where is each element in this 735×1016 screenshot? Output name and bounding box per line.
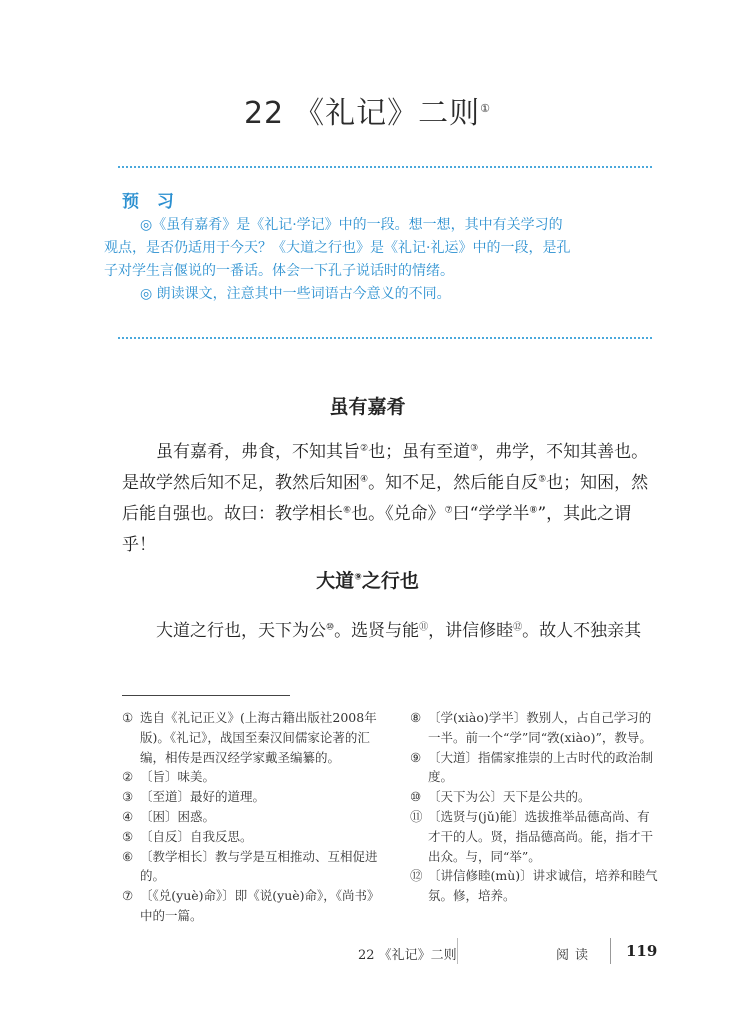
- footnote-mark: ⑩: [410, 789, 422, 805]
- footnote-text: 〔学(xiào)学半〕教别人，占自己学习的一半。前一个“学”同“敩(xiào)”，教导。: [428, 710, 652, 745]
- note-ref: ④: [360, 474, 369, 485]
- footnote: [122, 847, 388, 887]
- footnote-mark: ⑧: [410, 710, 422, 725]
- footnote-mark: ⑦: [122, 888, 134, 904]
- footer-section-label: 阅读: [556, 948, 595, 963]
- section1-text: ”，其此之谓乎！: [122, 504, 632, 555]
- footnote-text: 选自《礼记正义》(上海古籍出版社2008年版)。《礼记》，战国至秦汉间儒家论著的汇编，相传是西汉经学家戴圣编纂的。: [140, 710, 377, 765]
- footer-lesson-title: 22 《礼记》二则: [358, 948, 457, 963]
- note-ref: ③: [470, 443, 479, 454]
- footnote: [410, 807, 660, 866]
- footnote-rule: [122, 695, 290, 696]
- footnote-mark: ⑫: [410, 868, 423, 884]
- note-ref: ⑫: [513, 622, 523, 633]
- footer-divider: [457, 938, 458, 964]
- footnote: [410, 708, 660, 748]
- section2-title: [0, 566, 735, 593]
- footnote: [122, 708, 388, 767]
- footnote-mark: ⑪: [410, 808, 423, 824]
- preview-bottom-divider: [118, 337, 652, 339]
- footnote: [122, 886, 388, 926]
- note-ref: ⑪: [419, 622, 429, 633]
- lesson-title: [0, 88, 735, 132]
- footnote-mark: ②: [122, 769, 134, 785]
- preview-para1-line3: 子对学生言偃说的一番话。体会一下孔子说话时的情绪。: [104, 263, 454, 279]
- preview-top-divider: [118, 166, 652, 168]
- section1-text: 虽有嘉肴，弗食，不知其旨: [156, 442, 360, 462]
- section1-text: 也。《兑命》: [351, 504, 445, 524]
- footnote: [410, 748, 660, 788]
- lesson-title-note: ①: [480, 102, 492, 115]
- footnote-text: 〔《兑(yuè)命》〕即《说(yuè)命》，《尚书》中的一篇。: [140, 888, 380, 923]
- footnote-text: 〔选贤与(jǔ)能〕选拔推举品德高尚、有才干的人。贤，指品德高尚。能，指才干出众。与，同“举”。: [428, 808, 654, 864]
- note-ref: ⑤: [538, 474, 547, 485]
- footnote-mark: ①: [122, 710, 134, 725]
- footnote: [410, 866, 660, 906]
- section2-body: [122, 616, 656, 647]
- footnote-text: 〔困〕困惑。: [140, 808, 216, 824]
- footnote-mark: ⑤: [122, 828, 134, 844]
- footnote-text: 〔讲信修睦(mù)〕讲求诚信，培养和睦气氛。修，培养。: [428, 868, 658, 904]
- section2-text: 。选贤与能: [334, 621, 420, 641]
- note-ref: ⑨: [354, 572, 362, 583]
- preview-para2: ◎ 朗读课文，注意其中一些词语古今意义的不同。: [140, 286, 451, 302]
- footnote-mark: ⑨: [410, 749, 422, 765]
- footnote-mark: ④: [122, 808, 134, 824]
- section2-title-part: 大道: [316, 570, 355, 592]
- note-ref: ⑥: [343, 505, 352, 516]
- footnotes-right: [410, 708, 660, 906]
- section2-text: 大道之行也，天下为公: [156, 621, 326, 641]
- preview-para1-line1: ◎《虽有嘉肴》是《礼记·学记》中的一段。想一想，其中有关学习的: [140, 217, 563, 233]
- section1-text: 也；虽有至道: [368, 442, 471, 462]
- footer-divider: [610, 938, 611, 964]
- note-ref: ⑦: [444, 505, 453, 516]
- footnote: [122, 767, 388, 787]
- lesson-number: 22: [243, 96, 285, 131]
- footnote-text: 〔自反〕自我反思。: [140, 828, 253, 844]
- section2-text: ，讲信修睦: [428, 621, 514, 641]
- footnotes-left: [122, 708, 388, 926]
- preview-heading: 预 习: [122, 192, 180, 212]
- footnote-mark: ③: [122, 789, 134, 805]
- footnote: [122, 807, 388, 827]
- footnote-text: 〔天下为公〕天下是公共的。: [428, 789, 591, 805]
- section1-title: 虽有嘉肴: [329, 396, 406, 418]
- preview-para1-line2: 观点，是否仍适用于今天？《大道之行也》是《礼记·礼运》中的一段，是孔: [104, 240, 571, 256]
- footnote: [122, 787, 388, 807]
- preview-text: [104, 214, 654, 306]
- footnote: [410, 787, 660, 807]
- section1-text: 。知不足，然后能自反: [368, 473, 539, 493]
- section2-title-part: 之行也: [361, 570, 419, 592]
- section2-text: 。故人不独亲其: [522, 621, 642, 641]
- section1-body: [122, 437, 656, 561]
- note-ref: ⑩: [326, 622, 335, 633]
- footnote-text: 〔旨〕味美。: [140, 769, 216, 785]
- footnote-mark: ⑥: [122, 848, 134, 864]
- footnote-text: 〔大道〕指儒家推崇的上古时代的政治制度。: [428, 749, 654, 785]
- page-number: 119: [626, 942, 658, 960]
- section1-text: 曰“学学半: [452, 504, 530, 524]
- section1-text: ，弗学，不知其善也。是故学然后知不足，教然后知困: [122, 442, 649, 493]
- note-ref: ⑧: [529, 505, 538, 516]
- lesson-title-text: 《礼记》二则: [294, 96, 481, 131]
- footnote-text: 〔教学相长〕教与学是互相推动、互相促进的。: [140, 848, 378, 884]
- section1-text: 也；知困，然后能自强也。故曰：教学相长: [122, 473, 649, 524]
- note-ref: ②: [360, 443, 369, 454]
- footnote-text: 〔至道〕最好的道理。: [140, 789, 266, 805]
- footnote: [122, 827, 388, 847]
